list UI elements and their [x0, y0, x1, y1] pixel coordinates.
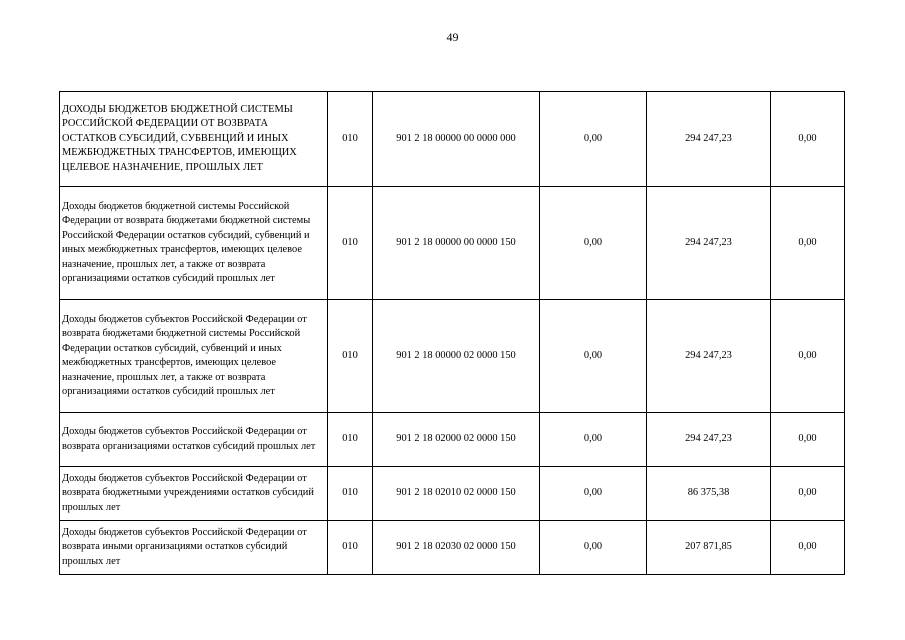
approved-amount-cell: 0,00 [540, 413, 647, 467]
revenue-name-cell: Доходы бюджетов субъектов Российской Федерации от возврата иными организациями остатков субсидий прошлых лет [60, 521, 328, 575]
approved-amount-cell: 0,00 [540, 521, 647, 575]
page-number: 49 [446, 30, 459, 44]
executed-amount-cell: 294 247,23 [647, 300, 771, 413]
budget-classification-code-cell: 901 2 18 02000 02 0000 150 [373, 413, 540, 467]
revenue-name-cell: Доходы бюджетов субъектов Российской Федерации от возврата организациями остатков субсидий прошлых лет [60, 413, 328, 467]
budget-classification-code-cell: 901 2 18 00000 02 0000 150 [373, 300, 540, 413]
approved-amount-cell: 0,00 [540, 300, 647, 413]
unexecuted-amount-cell: 0,00 [771, 413, 845, 467]
table-row [60, 92, 845, 187]
executed-amount-cell: 294 247,23 [647, 187, 771, 300]
unexecuted-amount-cell: 0,00 [771, 521, 845, 575]
line-code-cell: 010 [328, 187, 373, 300]
executed-amount-cell: 86 375,38 [647, 467, 771, 521]
unexecuted-amount-cell: 0,00 [771, 467, 845, 521]
line-code-cell: 010 [328, 521, 373, 575]
line-code-cell: 010 [328, 92, 373, 187]
approved-amount-cell: 0,00 [540, 92, 647, 187]
budget-revenue-table [59, 91, 845, 575]
budget-classification-code-cell: 901 2 18 00000 00 0000 150 [373, 187, 540, 300]
budget-classification-code-cell: 901 2 18 02010 02 0000 150 [373, 467, 540, 521]
executed-amount-cell: 207 871,85 [647, 521, 771, 575]
approved-amount-cell: 0,00 [540, 187, 647, 300]
revenue-name-cell: ДОХОДЫ БЮДЖЕТОВ БЮДЖЕТНОЙ СИСТЕМЫ РОССИЙСКОЙ ФЕДЕРАЦИИ ОТ ВОЗВРАТА ОСТАТКОВ СУБСИДИЙ, СУБВЕНЦИЙ И ИНЫХ МЕЖБЮДЖЕТНЫХ ТРАНСФЕРТОВ, ИМЕЮЩИХ ЦЕЛЕВОЕ НАЗНАЧЕНИЕ, ПРОШЛЫХ ЛЕТ [60, 92, 328, 187]
executed-amount-cell: 294 247,23 [647, 92, 771, 187]
table-row [60, 187, 845, 300]
line-code-cell: 010 [328, 300, 373, 413]
revenue-name-cell: Доходы бюджетов субъектов Российской Федерации от возврата бюджетными учреждениями остатков субсидий прошлых лет [60, 467, 328, 521]
line-code-cell: 010 [328, 467, 373, 521]
budget-classification-code-cell: 901 2 18 02030 02 0000 150 [373, 521, 540, 575]
table-row [60, 413, 845, 467]
table-row [60, 467, 845, 521]
executed-amount-cell: 294 247,23 [647, 413, 771, 467]
unexecuted-amount-cell: 0,00 [771, 187, 845, 300]
line-code-cell: 010 [328, 413, 373, 467]
revenue-name-cell: Доходы бюджетов субъектов Российской Федерации от возврата бюджетами бюджетной системы Российской Федерации остатков субсидий, субвенций и иных межбюджетных трансфертов, имеющих целевое назначение, прошлых лет, а также от возврата организациями остатков субсидий прошлых лет [60, 300, 328, 413]
unexecuted-amount-cell: 0,00 [771, 92, 845, 187]
table-row [60, 300, 845, 413]
budget-classification-code-cell: 901 2 18 00000 00 0000 000 [373, 92, 540, 187]
table-row [60, 521, 845, 575]
approved-amount-cell: 0,00 [540, 467, 647, 521]
unexecuted-amount-cell: 0,00 [771, 300, 845, 413]
revenue-name-cell: Доходы бюджетов бюджетной системы Российской Федерации от возврата бюджетами бюджетной системы Российской Федерации остатков субсидий, субвенций и иных межбюджетных трансфертов, имеющих целевое назначение, прошлых лет, а также от возврата организациями остатков субсидий прошлых лет [60, 187, 328, 300]
